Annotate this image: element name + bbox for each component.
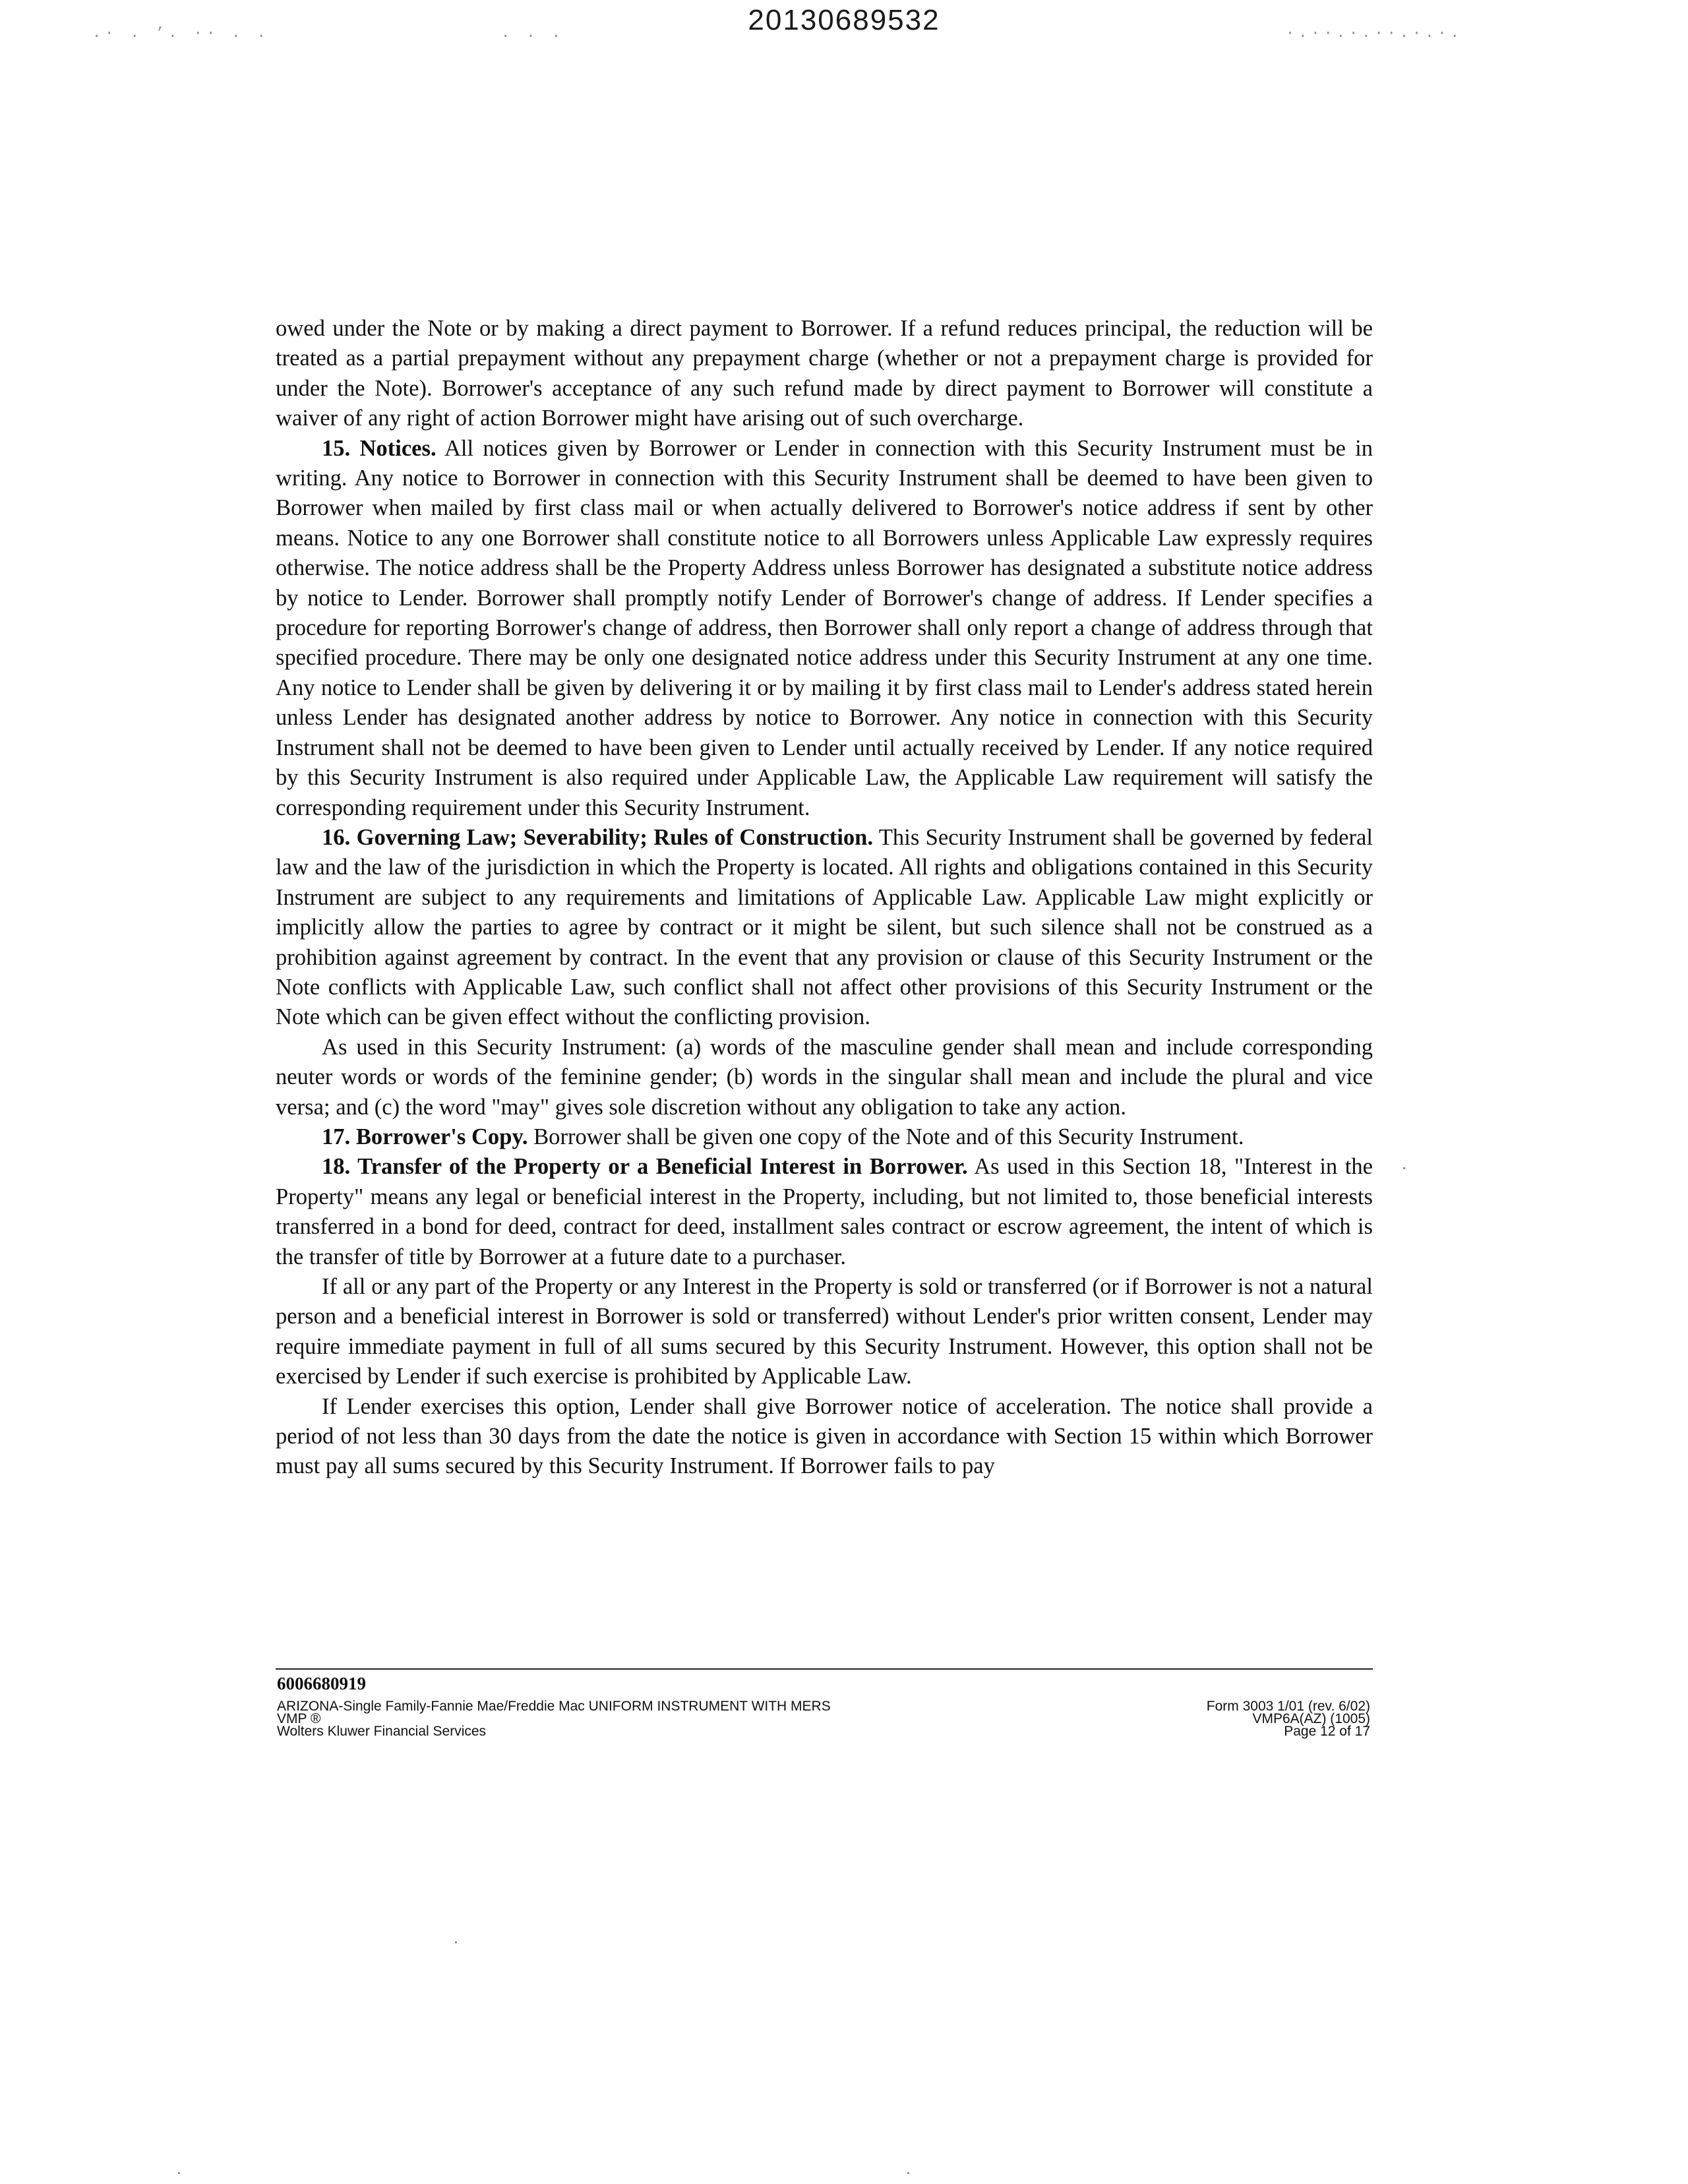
scan-noise-right: ·.··.·.··.·.·.	[1286, 25, 1463, 42]
section-17-text: Borrower shall be given one copy of the Note and of this Security Instrument.	[528, 1124, 1244, 1149]
section-16-governing-law	[276, 823, 1373, 1033]
recording-number: 20130689532	[748, 4, 940, 36]
scan-speck	[1403, 1167, 1405, 1169]
paragraph-continuation: owed under the Note or by making a direct payment to Borrower. If a refund reduces principal, the reduction will be treated as a partial prepayment without any prepayment charge (whether or not a prepayment charge is provided for under the Note). Borrower's acceptance of any such refund made by direct payment to Borrower will constitute a waiver of any right of action Borrower might have arising out of such overcharge.	[276, 316, 1373, 431]
scan-noise-mid: . . .	[501, 25, 565, 42]
page-number: Page 12 of 17	[1284, 1724, 1370, 1739]
form-number: Form 3003 1/01 (rev. 6/02)	[1206, 1699, 1370, 1714]
section-15-heading: 15. Notices.	[322, 435, 437, 461]
section-15-text: All notices given by Borrower or Lender in connection with this Security Instrument must be in writing. Any notice to Borrower in connection with this Security Instrument shall be deemed to have been given to Borrower when mailed by first class mail or when actually delivered to Borrower's notice address if sent by other means. Notice to any one Borrower shall constitute notice to all Borrowers unless Applicable Law expressly requires otherwise. The notice address shall be the Property Address unless Borrower has designated a substitute notice address by notice to Lender. Borrower shall promptly notify Lender of Borrower's change of address. If Lender specifies a procedure for reporting Borrower's change of address, then Borrower shall only report a change of address through that specified procedure. There may be only one designated notice address under this Security Instrument at any one time. Any notice to Lender shall be given by delivering it or by mailing it by first class mail to Lender's address stated herein unless Lender has designated another address by notice to Borrower. Any notice in connection with this Security Instrument shall not be deemed to have been given to Lender until actually received by Lender. If any notice required by this Security Instrument is also required under Applicable Law, the Applicable Law requirement will satisfy the corresponding requirement under this Security Instrument.	[276, 435, 1373, 820]
vmp-mark: VMP ®	[277, 1711, 321, 1726]
section-16-text: This Security Instrument shall be governed by federal law and the law of the jurisdiction in which the Property is located. All rights and obligations contained in this Security Instrument are subject to any requirements and limitations of Applicable Law. Applicable Law might explicitly or implicitly allow the parties to agree by contract or it might be silent, but such silence shall not be construed as a prohibition against agreement by contract. In the event that any provision or clause of this Security Instrument or the Note conflicts with Applicable Law, such conflict shall not affect other provisions of this Security Instrument or the Note which can be given effect without the conflicting provision.	[276, 824, 1373, 1030]
section-18-text: As used in this Section 18, "Interest in the Property" means any legal or beneficial interest in the Property, including, but not limited to, those beneficial interests transferred in a bond for deed, contract for deed, installment sales contract or escrow agreement, the intent of which is the transfer of title by Borrower at a future date to a purchaser.	[276, 1154, 1373, 1269]
scan-noise-left: .· . ’. ·· . .	[92, 25, 270, 42]
document-body	[276, 314, 1373, 1482]
section-15-notices	[276, 434, 1373, 823]
section-17-heading: 17. Borrower's Copy.	[322, 1124, 528, 1149]
section-18-paragraph-2: If all or any part of the Property or any Interest in the Property is sold or transferred (or if Borrower is not a natural person and a beneficial interest in Borrower is sold or transferred) without Lender's prior written consent, Lender may require immediate payment in full of all sums secured by this Security Instrument. However, this option shall not be exercised by Lender if such exercise is prohibited by Applicable Law.	[276, 1274, 1373, 1389]
section-18-transfer	[276, 1152, 1373, 1272]
form-code: VMP6A(AZ) (1005)	[1252, 1711, 1370, 1726]
section-16-paragraph-2: As used in this Security Instrument: (a) words of the masculine gender shall mean and include corresponding neuter words or words of the feminine gender; (b) words in the singular shall mean and include the plural and vice versa; and (c) the word "may" gives sole discretion without any obligation to take any action.	[276, 1034, 1373, 1120]
footer-right	[1207, 1700, 1370, 1738]
scan-speck	[178, 2172, 180, 2174]
section-17-borrowers-copy	[276, 1122, 1373, 1152]
scan-speck	[455, 1941, 457, 1943]
footer-divider	[276, 1668, 1373, 1670]
section-18-paragraph-3: If Lender exercises this option, Lender shall give Borrower notice of acceleration. The notice shall provide a period of not less than 30 days from the date the notice is given in accordance with Section 15 within which Borrower must pay all sums secured by this Security Instrument. If Borrower fails to pay	[276, 1393, 1373, 1479]
scan-speck	[907, 2172, 909, 2174]
form-title: ARIZONA-Single Family-Fannie Mae/Freddie Mac UNIFORM INSTRUMENT WITH MERS	[277, 1699, 831, 1714]
section-16-heading: 16. Governing Law; Severability; Rules of Construction.	[322, 824, 874, 850]
footer-left	[277, 1700, 831, 1738]
publisher: Wolters Kluwer Financial Services	[277, 1724, 487, 1739]
section-18-heading: 18. Transfer of the Property or a Beneficial Interest in Borrower.	[322, 1154, 968, 1180]
loan-number: 6006680919	[277, 1674, 366, 1693]
